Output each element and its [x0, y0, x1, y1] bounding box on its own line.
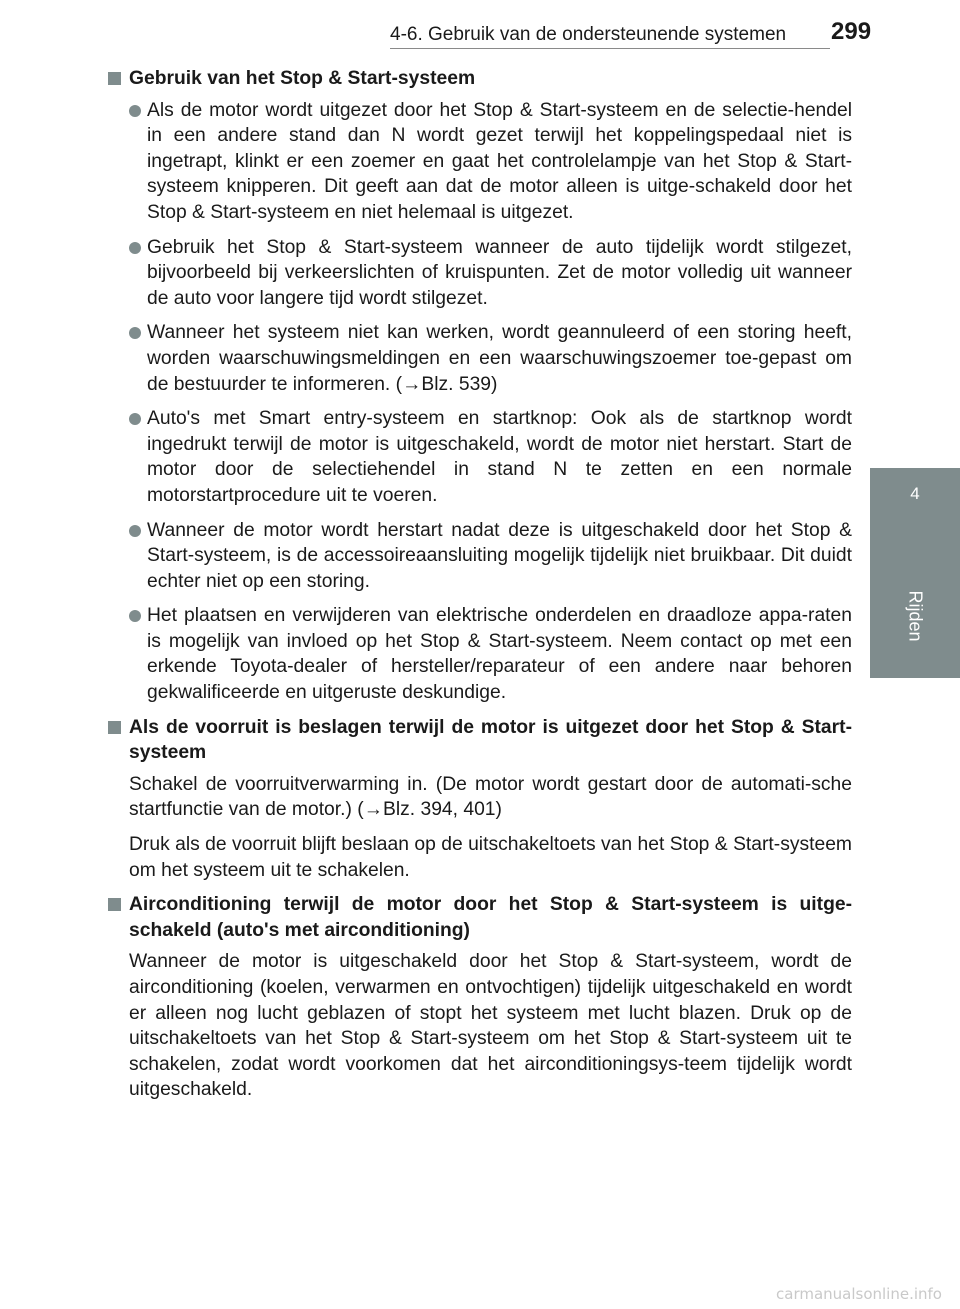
- list-item: [108, 518, 852, 595]
- paragraph: Schakel de voorruitverwarming in. (De motor wordt gestart door de automati-sche startfunctie van de motor.) (→Blz. 394, 401): [129, 773, 852, 821]
- list-item-text: Gebruik het Stop & Start-systeem wanneer de auto tijdelijk wordt stilgezet, bijvoorbeeld bij verkeerslichten of kruispunten. Zet de motor volledig uit wanneer de auto voor langere tijd wordt stilgezet.: [147, 236, 852, 309]
- circle-bullet-icon: [129, 413, 141, 425]
- list-item-text: Het plaatsen en verwijderen van elektrische onderdelen en draadloze appa-raten is mogelijk van invloed op het Stop & Start-systeem. Neem contact op met een erkende Toyota-dealer of hersteller/reparateur of een andere naar behoren gekwalificeerde en uitgeruste deskundige.: [147, 605, 852, 704]
- square-bullet-icon: [108, 72, 121, 85]
- list-item: [108, 603, 852, 705]
- section-heading: [108, 715, 852, 766]
- page-number: 299: [831, 18, 872, 45]
- chapter-number: 4: [910, 484, 920, 503]
- header-rule: [390, 48, 830, 49]
- paragraph: Wanneer de motor is uitgeschakeld door het Stop & Start-systeem, wordt de airconditioning (koelen, verwarmen en ontvochtigen) tijdelijk uitgeschakeld en wordt er alleen nog lucht geblazen of stopt het systeem met lucht blazen. Druk op de uitschakeltoets van het Stop & Start-systeem om het Stop & Start-systeem uit te schakelen, zodat wordt voorkomen dat het airconditioningsys-teem tijdelijk wordt uitgeschakeld.: [129, 951, 852, 1101]
- section-heading-text: Gebruik van het Stop & Start-systeem: [129, 68, 476, 89]
- circle-bullet-icon: [129, 525, 141, 537]
- watermark: carmanualsonline.info: [776, 1285, 942, 1303]
- section-heading-text: Airconditioning terwijl de motor door het Stop & Start-systeem is uitge-schakeld (auto's met airconditioning): [129, 894, 852, 941]
- chapter-label: Rijden: [905, 590, 926, 642]
- circle-bullet-icon: [129, 610, 141, 622]
- section-heading-text: Als de voorruit is beslagen terwijl de motor is uitgezet door het Stop & Start-systeem: [129, 716, 852, 764]
- list-item: [108, 98, 852, 226]
- list-item-text: Auto's met Smart entry-systeem en startknop: Ook als de startknop wordt ingedrukt terwijl de motor is uitgeschakeld, wordt de motor niet herstart. Start de motor door de selectiehendel in stand N te zetten en een normale motorstartprocedure uit te voeren.: [147, 408, 852, 506]
- chapter-label-box: [870, 566, 960, 666]
- section-title: 4-6. Gebruik van de ondersteunende systemen: [390, 24, 787, 45]
- square-bullet-icon: [108, 721, 121, 734]
- page-content: [108, 66, 852, 1112]
- page-header: [0, 0, 960, 50]
- paragraph: Druk als de voorruit blijft beslaan op de uitschakeltoets van het Stop & Start-systeem om het systeem uit te schakelen.: [129, 834, 852, 881]
- section-heading: [108, 892, 852, 943]
- list-item-text: Wanneer de motor wordt herstart nadat deze is uitgeschakeld door het Stop & Start-systeem, is de accessoireaansluiting mogelijk tijdelijk niet bruikbaar. Dit duidt echter niet op een storing.: [147, 519, 852, 592]
- list-item: [108, 235, 852, 312]
- circle-bullet-icon: [129, 105, 141, 117]
- list-item-text: Als de motor wordt uitgezet door het Stop & Start-systeem en de selectie-hendel in een andere stand dan N wordt gezet terwijl het koppelingspedaal niet is ingetrapt, klinkt er een zoemer en gaat het controlelampje van het Stop & Start-systeem knipperen. Dit geeft aan dat de motor alleen is uitge-schakeld door het Stop & Start-systeem en niet helemaal is uitgezet.: [147, 99, 852, 223]
- square-bullet-icon: [108, 898, 121, 911]
- circle-bullet-icon: [129, 327, 141, 339]
- circle-bullet-icon: [129, 242, 141, 254]
- list-item: [108, 320, 852, 397]
- section-heading: [108, 66, 852, 92]
- list-item-text: Wanneer het systeem niet kan werken, wordt geannuleerd of een storing heeft, worden waarschuwingsmeldingen en een waarschuwingszoemer toe-gepast om de bestuurder te informeren. (→Blz. 539): [147, 322, 852, 395]
- list-item: [108, 406, 852, 508]
